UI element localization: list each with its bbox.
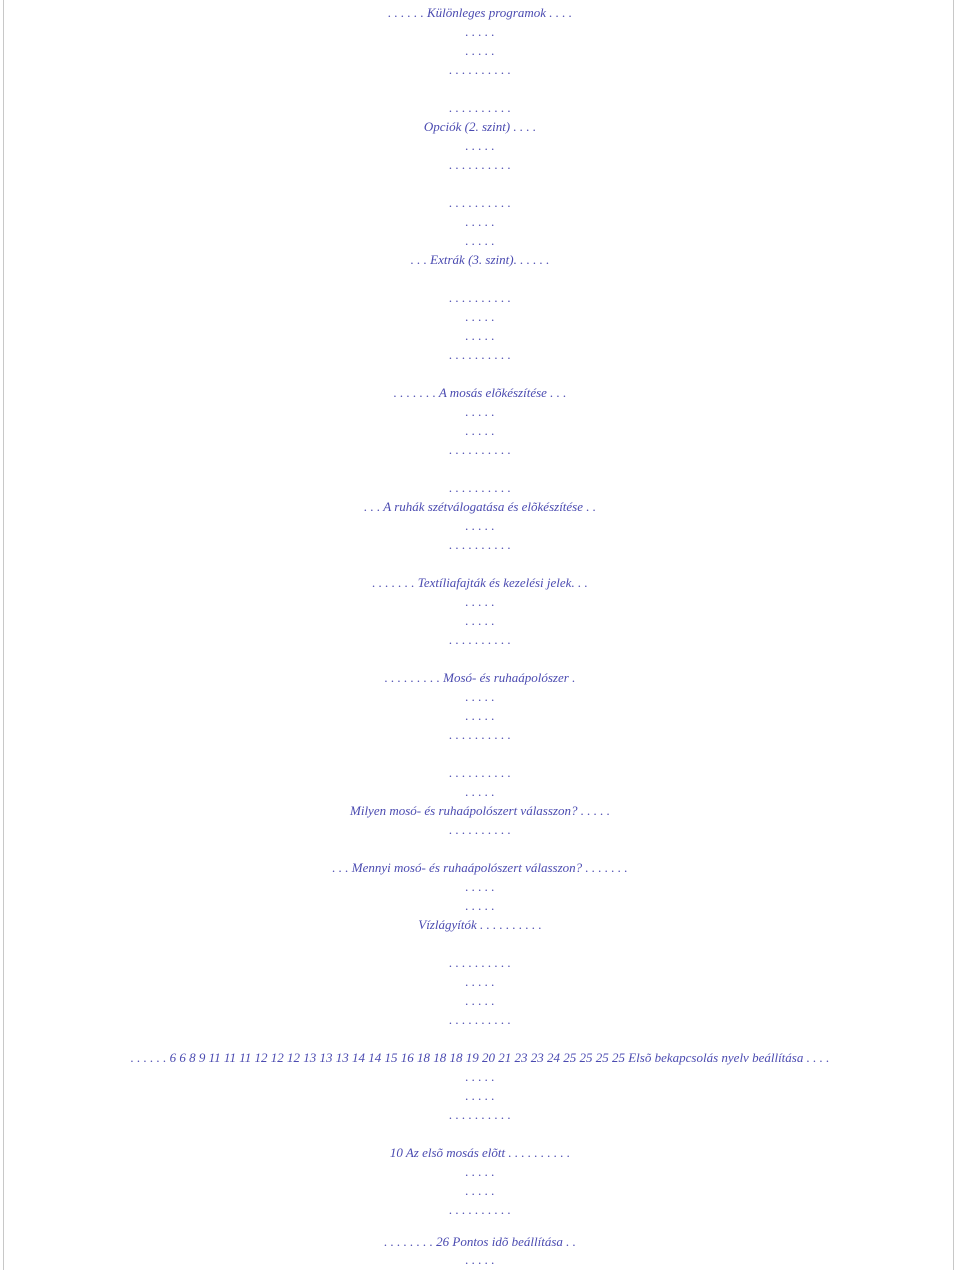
toc-line: Vízlágyítók . . . . . . . . . . bbox=[418, 917, 542, 932]
toc-line: . . . . . bbox=[465, 214, 495, 229]
toc-line: . . . . . bbox=[465, 974, 495, 989]
toc-line: . . . . . bbox=[465, 404, 495, 419]
toc-line: . . . . . bbox=[465, 309, 495, 324]
toc-line: . . . . . bbox=[465, 1183, 495, 1198]
toc-line: . . . . . bbox=[465, 138, 495, 153]
toc-line bbox=[0, 554, 960, 573]
toc-line: . . . . . bbox=[465, 708, 495, 723]
toc-line: . . . . . . . . . . bbox=[449, 765, 511, 780]
toc-line: . . . . . . . . . . bbox=[449, 100, 511, 115]
toc-line: Opciók (2. szint) . . . . bbox=[423, 119, 537, 134]
toc-line-page-numbers: . . . . . . 6 6 8 9 11 11 11 12 12 12 13 13 13 14 14 15 16 18 18 18 19 20 21 23 23 24 25 25 25 25 Elsõ bekapcsolás nyelv beállítása . . . . bbox=[130, 1050, 830, 1065]
toc-line: . . . . . . . . . . bbox=[449, 442, 511, 457]
toc-line: . . . . . bbox=[465, 879, 495, 894]
toc-line: . . . . . bbox=[465, 594, 495, 609]
toc-line: . . . Extrák (3. szint). . . . . . bbox=[410, 252, 550, 267]
toc-line bbox=[0, 459, 960, 478]
toc-line: . . . . . bbox=[465, 898, 495, 913]
toc-line: . . . . . bbox=[465, 1164, 495, 1179]
toc-line: . . . . . . . . 26 Pontos idõ beállítása . . bbox=[384, 1234, 576, 1249]
toc-line: . . . . . bbox=[465, 1069, 495, 1084]
toc-line: . . . . . bbox=[465, 993, 495, 1008]
toc-line: . . . . . bbox=[465, 233, 495, 248]
toc-line: . . . . . . . . . Mosó- és ruhaápolószer . bbox=[384, 670, 576, 685]
toc-line: . . . . . . . . . . bbox=[449, 157, 511, 172]
toc-line: . . . . . bbox=[465, 518, 495, 533]
toc-line bbox=[0, 649, 960, 668]
toc-line: . . . . . bbox=[465, 689, 495, 704]
toc-line bbox=[0, 174, 960, 193]
toc-line: . . . . . bbox=[465, 43, 495, 58]
toc-line: . . . . . . . . . . bbox=[449, 62, 511, 77]
toc-line bbox=[0, 1124, 960, 1143]
toc-line: . . . . . . . Textíliafajták és kezelési jelek. . . bbox=[372, 575, 588, 590]
toc-line bbox=[0, 934, 960, 953]
toc-line: . . . . . bbox=[465, 784, 495, 799]
toc-line: . . . . . bbox=[465, 1088, 495, 1103]
toc-line: . . . . . bbox=[465, 423, 495, 438]
toc-line: 10 Az elsõ mosás elõtt . . . . . . . . . . bbox=[389, 1145, 571, 1160]
toc-line bbox=[0, 1029, 960, 1048]
toc-line: . . . Mennyi mosó- és ruhaápolószert válasszon? . . . . . . . bbox=[332, 860, 628, 875]
toc-line: . . . . . . . A mosás elõkészítése . . . bbox=[393, 385, 567, 400]
toc-line bbox=[0, 364, 960, 383]
toc-line: . . . . . bbox=[465, 613, 495, 628]
toc-line: . . . . . . . . . . bbox=[449, 347, 511, 362]
toc-line bbox=[0, 839, 960, 858]
toc-line: . . . . . bbox=[465, 328, 495, 343]
toc-line: . . . A ruhák szétválogatása és elõkészítése . . bbox=[363, 499, 597, 514]
toc-line: . . . . . . . . . . bbox=[449, 1107, 511, 1122]
toc-line: . . . . . . . . . . bbox=[449, 1202, 511, 1217]
toc-line: . . . . . . . . . . bbox=[449, 290, 511, 305]
toc-line bbox=[0, 79, 960, 98]
toc-line: . . . . . . . . . . bbox=[449, 632, 511, 647]
toc-line: . . . . . . . . . . bbox=[449, 1012, 511, 1027]
toc-line bbox=[0, 744, 960, 763]
toc-line bbox=[0, 269, 960, 288]
toc-line: . . . . . bbox=[465, 24, 495, 39]
toc-line: . . . . . . . . . . bbox=[449, 727, 511, 742]
toc-line: Milyen mosó- és ruhaápolószert válasszon? . . . . . bbox=[350, 803, 610, 818]
toc-line: . . . . . . . . . . bbox=[449, 480, 511, 495]
toc-line: . . . . . . . . . . bbox=[449, 195, 511, 210]
toc-line: . . . . . . . . . . bbox=[449, 822, 511, 837]
toc-line: . . . . . bbox=[465, 1252, 495, 1267]
toc-line: . . . . . . Különleges programok . . . . bbox=[387, 5, 573, 20]
toc-line: . . . . . . . . . . bbox=[449, 955, 511, 970]
toc-line: . . . . . . . . . . bbox=[449, 537, 511, 552]
